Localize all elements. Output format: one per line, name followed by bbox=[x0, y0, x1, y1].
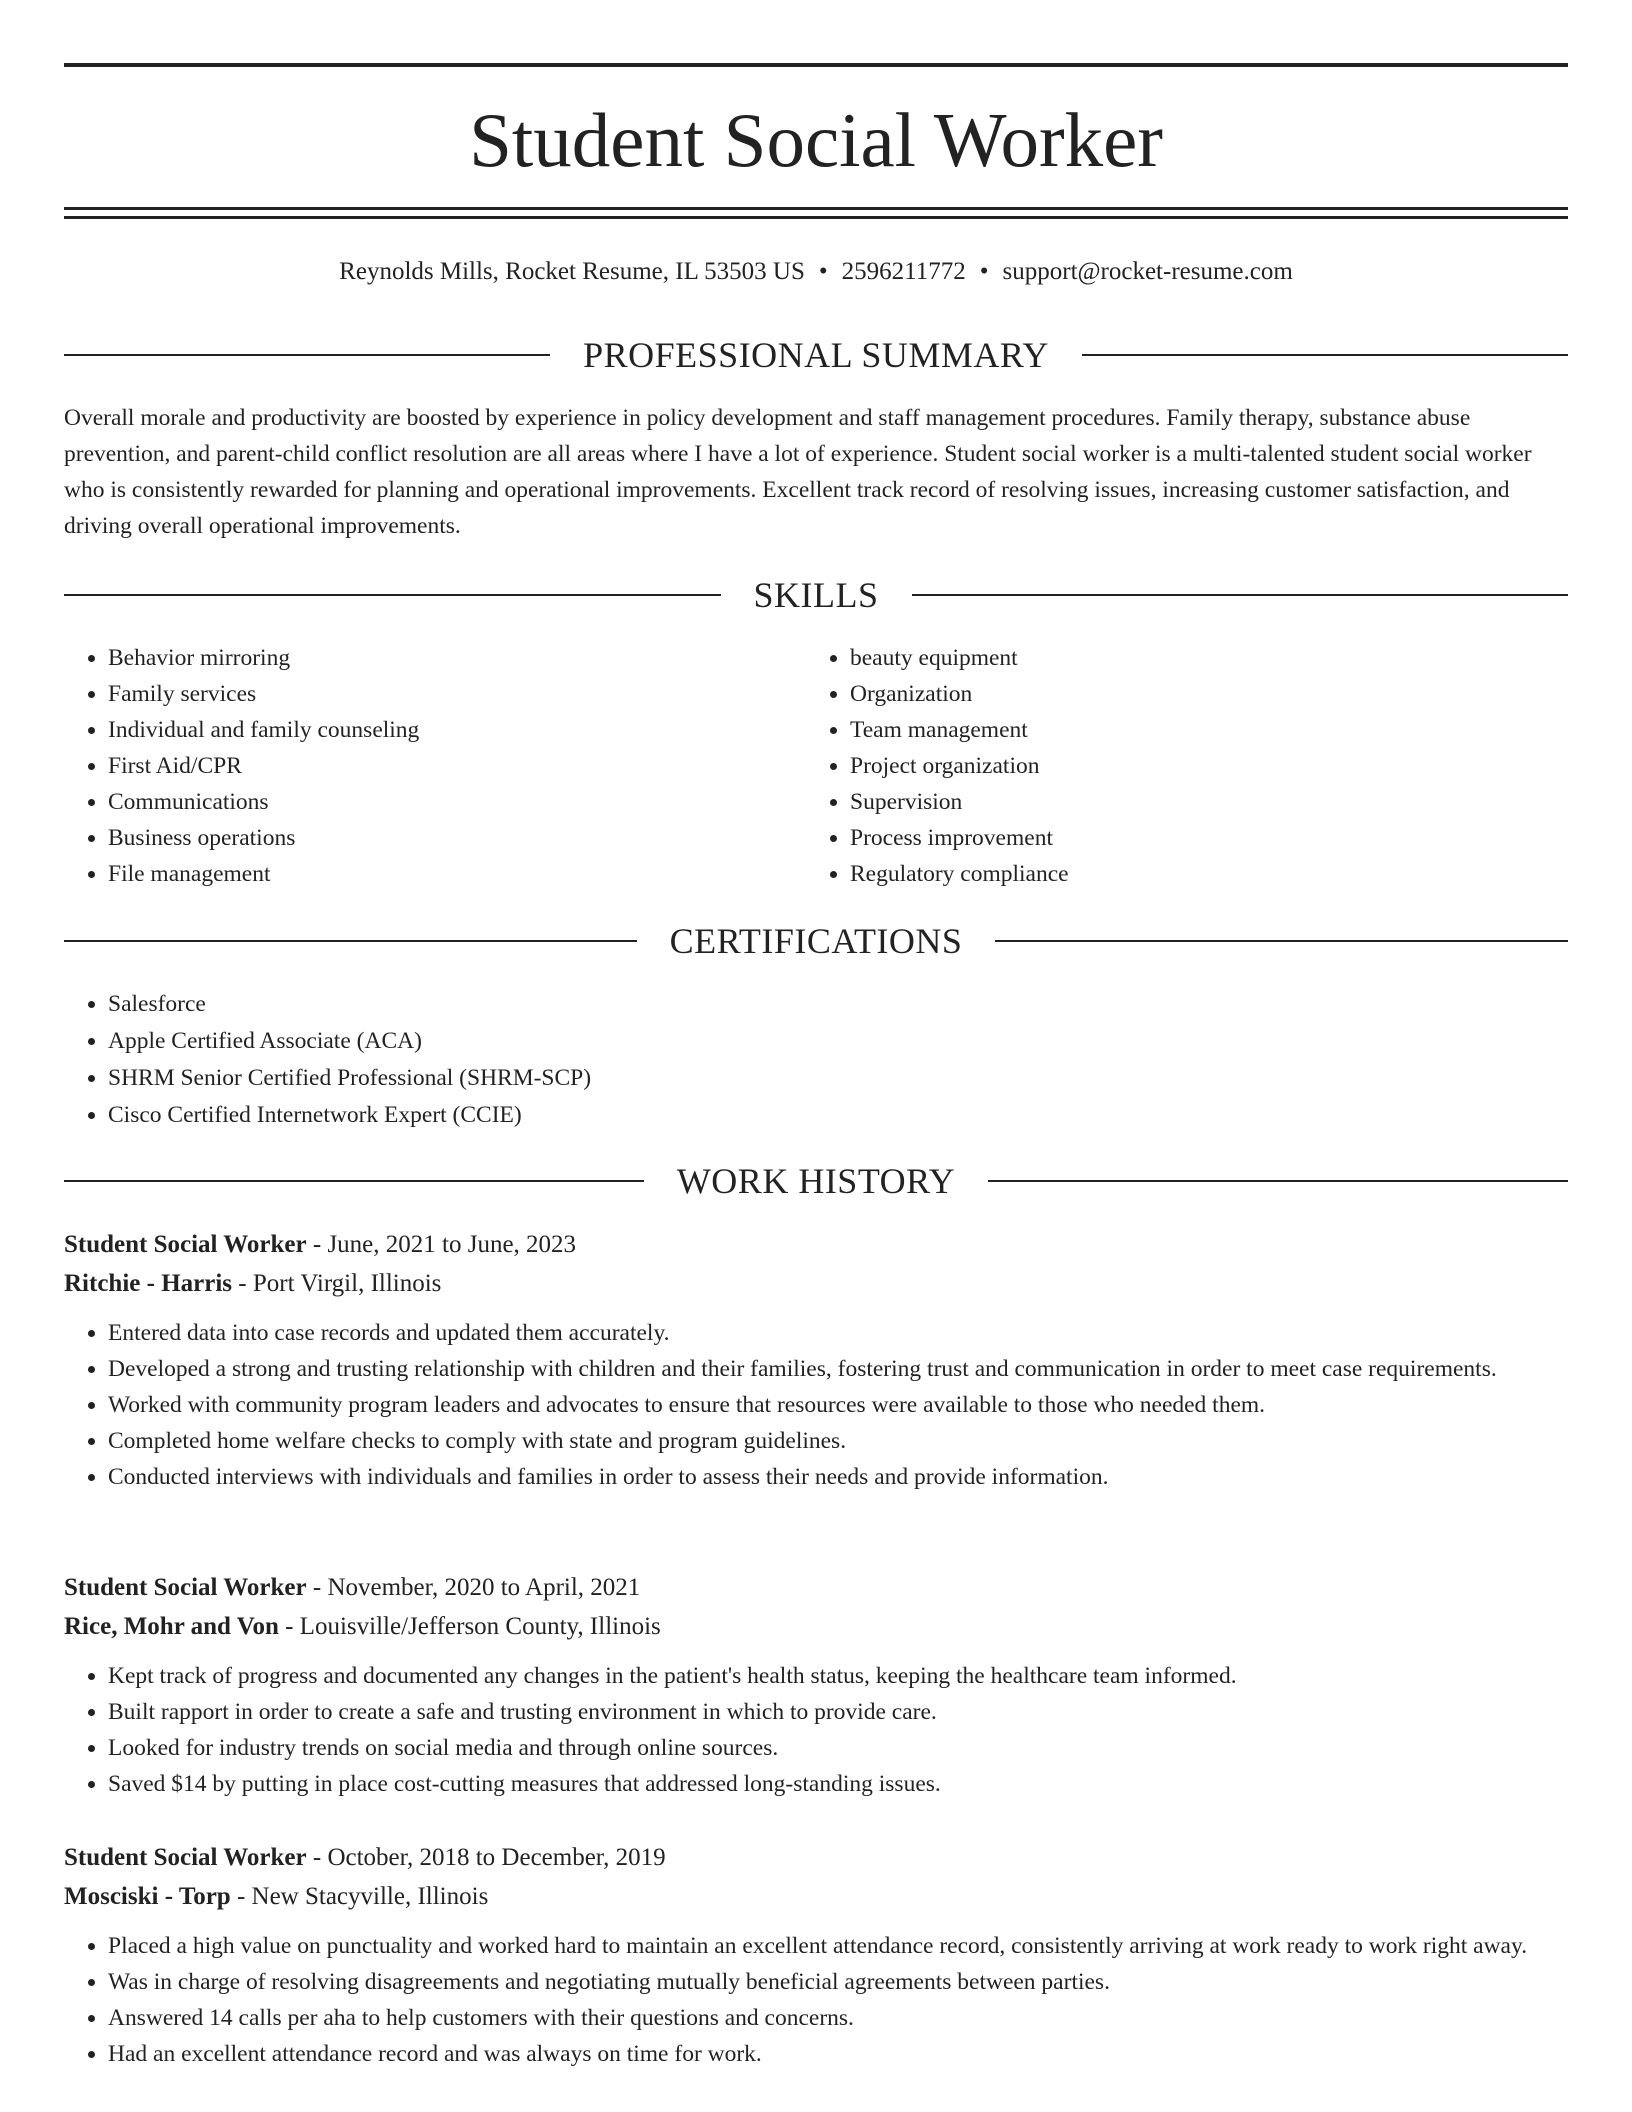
job-location: - Port Virgil, Illinois bbox=[232, 1270, 442, 1297]
skill-item: • Process improvement bbox=[850, 820, 1506, 856]
divider-line bbox=[64, 594, 721, 596]
divider-line bbox=[1082, 354, 1568, 356]
skill-item: • File management bbox=[108, 856, 764, 892]
divider-line bbox=[912, 594, 1569, 596]
skill-item: • Team management bbox=[850, 712, 1506, 748]
contact-phone: 2596211772 bbox=[841, 258, 966, 285]
title-bottom-rule-lower bbox=[64, 216, 1568, 219]
certification-item: • SHRM Senior Certified Professional (SHRM-SCP) bbox=[108, 1060, 1564, 1097]
contact-separator: • bbox=[818, 258, 828, 285]
skills-heading: SKILLS bbox=[753, 575, 879, 615]
job-entry bbox=[64, 1838, 1572, 2072]
contact-line bbox=[64, 252, 1568, 292]
job-role: Student Social Worker bbox=[64, 1574, 307, 1601]
divider-line bbox=[64, 1180, 644, 1182]
job-bullet-item: • Had an excellent attendance record and was always on time for work. bbox=[108, 2036, 1572, 2072]
skill-item: • Project organization bbox=[850, 748, 1506, 784]
skill-item: • First Aid/CPR bbox=[108, 748, 764, 784]
job-title-row bbox=[64, 1568, 1572, 1607]
job-company: Rice, Mohr and Von bbox=[64, 1613, 279, 1640]
job-bullet-item: • Looked for industry trends on social media and through online sources. bbox=[108, 1730, 1572, 1766]
skill-item: • Organization bbox=[850, 676, 1506, 712]
certifications-heading: CERTIFICATIONS bbox=[669, 921, 963, 961]
job-bullet-item: • Answered 14 calls per aha to help customers with their questions and concerns. bbox=[108, 2000, 1572, 2036]
skills-left-list bbox=[64, 640, 764, 892]
skill-item: • Individual and family counseling bbox=[108, 712, 764, 748]
job-dates: - October, 2018 to December, 2019 bbox=[306, 1844, 666, 1871]
resume-title: Student Social Worker bbox=[469, 97, 1163, 183]
certifications-heading-row bbox=[64, 916, 1568, 966]
job-bullet-item: • Worked with community program leaders and advocates to ensure that resources were available to those who needed them. bbox=[108, 1387, 1572, 1423]
certification-item: • Cisco Certified Internetwork Expert (CCIE) bbox=[108, 1097, 1564, 1134]
skill-item: • Communications bbox=[108, 784, 764, 820]
job-bullet-item: • Entered data into case records and updated them accurately. bbox=[108, 1315, 1572, 1351]
job-bullet-item: • Kept track of progress and documented any changes in the patient's health status, keeping the healthcare team informed. bbox=[108, 1658, 1572, 1694]
work-history-heading: WORK HISTORY bbox=[676, 1161, 956, 1201]
job-location: - Louisville/Jefferson County, Illinois bbox=[278, 1613, 661, 1640]
job-title-row bbox=[64, 1838, 1572, 1877]
job-company-row bbox=[64, 1877, 1572, 1916]
job-company: Mosciski - Torp bbox=[64, 1883, 231, 1910]
skill-item: • Business operations bbox=[108, 820, 764, 856]
divider-line bbox=[988, 1180, 1568, 1182]
skill-item: • beauty equipment bbox=[850, 640, 1506, 676]
skills-left-column bbox=[64, 640, 764, 892]
job-bullets bbox=[64, 1315, 1572, 1495]
certifications-block bbox=[64, 986, 1564, 1134]
job-bullet-item: • Developed a strong and trusting relationship with children and their families, fostering trust and communication in order to meet case requirements. bbox=[108, 1351, 1572, 1387]
skill-item: • Family services bbox=[108, 676, 764, 712]
job-bullet-item: • Placed a high value on punctuality and worked hard to maintain an excellent attendance record, consistently arriving at work ready to work right away. bbox=[108, 1928, 1572, 1964]
divider-line bbox=[64, 940, 637, 942]
job-company: Ritchie - Harris bbox=[64, 1270, 233, 1297]
job-role: Student Social Worker bbox=[64, 1844, 307, 1871]
job-role: Student Social Worker bbox=[64, 1231, 307, 1258]
contact-address: Reynolds Mills, Rocket Resume, IL 53503 US bbox=[339, 258, 805, 285]
job-company-row bbox=[64, 1607, 1572, 1646]
job-entry bbox=[64, 1225, 1572, 1495]
job-bullets bbox=[64, 1658, 1572, 1802]
job-bullet-item: • Completed home welfare checks to comply with state and program guidelines. bbox=[108, 1423, 1572, 1459]
work-history-heading-row bbox=[64, 1156, 1568, 1206]
job-entry bbox=[64, 1568, 1572, 1802]
skill-item: • Supervision bbox=[850, 784, 1506, 820]
divider-line bbox=[995, 940, 1568, 942]
job-bullets bbox=[64, 1928, 1572, 2072]
certification-item: • Apple Certified Associate (ACA) bbox=[108, 1023, 1564, 1060]
title-bottom-rule-upper bbox=[64, 207, 1568, 210]
job-bullet-item: • Saved $14 by putting in place cost-cutting measures that addressed long-standing issues. bbox=[108, 1766, 1572, 1802]
skill-item: • Regulatory compliance bbox=[850, 856, 1506, 892]
job-location: - New Stacyville, Illinois bbox=[230, 1883, 489, 1910]
contact-email: support@rocket-resume.com bbox=[1002, 258, 1293, 285]
job-bullet-item: • Conducted interviews with individuals and families in order to assess their needs and provide information. bbox=[108, 1459, 1572, 1495]
summary-text: Overall morale and productivity are boosted by experience in policy development and staff management procedures. Family therapy, substance abuse prevention, and parent-child conflict resolution are all areas where I have a lot of experience. Student social worker is a multi-talented student social worker who is consistently rewarded for planning and operational improvements. Excellent track record of resolving issues, increasing customer satisfaction, and driving overall operational improvements. bbox=[64, 405, 1532, 539]
contact-separator: • bbox=[979, 258, 989, 285]
certifications-list bbox=[64, 986, 1564, 1134]
job-dates: - November, 2020 to April, 2021 bbox=[306, 1574, 641, 1601]
job-dates: - June, 2021 to June, 2023 bbox=[306, 1231, 577, 1258]
job-title-row bbox=[64, 1225, 1572, 1264]
certification-item: • Salesforce bbox=[108, 986, 1564, 1023]
summary-heading: PROFESSIONAL SUMMARY bbox=[583, 335, 1049, 375]
title-top-rule bbox=[64, 63, 1568, 67]
skills-heading-row bbox=[64, 570, 1568, 620]
job-bullet-item: • Was in charge of resolving disagreements and negotiating mutually beneficial agreements between parties. bbox=[108, 1964, 1572, 2000]
job-company-row bbox=[64, 1264, 1572, 1303]
summary-heading-row bbox=[64, 330, 1568, 380]
job-bullet-item: • Built rapport in order to create a safe and trusting environment in which to provide care. bbox=[108, 1694, 1572, 1730]
skill-item: • Behavior mirroring bbox=[108, 640, 764, 676]
skills-right-list bbox=[806, 640, 1506, 892]
divider-line bbox=[64, 354, 550, 356]
skills-right-column bbox=[806, 640, 1506, 892]
